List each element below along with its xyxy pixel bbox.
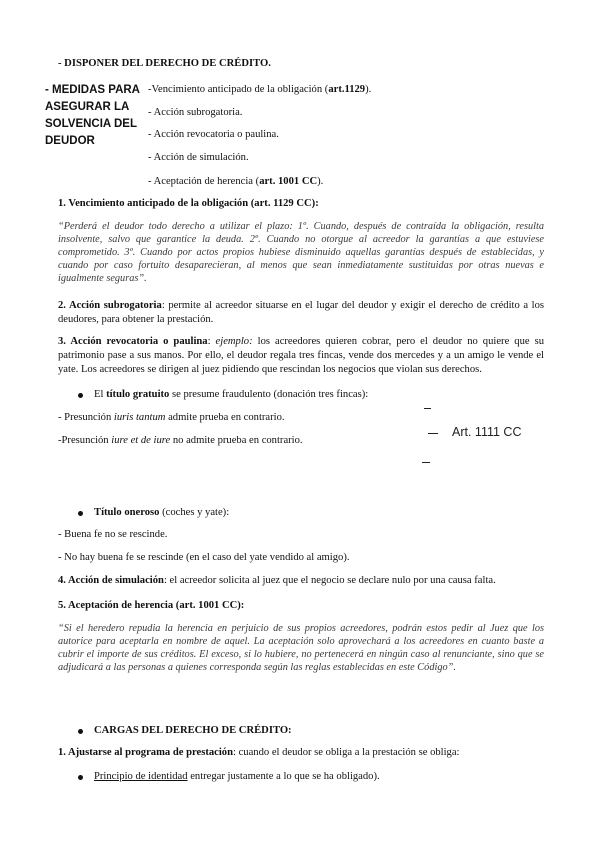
cargas-item-1 (58, 746, 460, 760)
cargas-item-1-body: : cuando el deudor se obliga a la prestación se obliga: (232, 747, 460, 758)
medidas-item: - Acción revocatoria o paulina. (148, 129, 279, 140)
section-3-body: los acreedores quieren cobrar, pero el deudor no quiere que su patrimonio pase a sus manos. Por ello, el deudor regala tres fincas, vende dos mercedes y a un amigo le vende el yate. Los acreedores se dirigen al juez pidiendo que rescindan los negocios que violan sus derechos. (58, 336, 544, 375)
presuncion-iuris-tantum: - Presunción iuris tantum admite prueba en contrario. (58, 412, 285, 423)
section-5-title: 5. Aceptación de herencia (art. 1001 CC): (58, 600, 245, 611)
bullet-icon (78, 729, 83, 734)
bullet-icon (78, 393, 83, 398)
principio-identidad-line: Principio de identidad entregar justamente a lo que se ha obligado). (94, 771, 380, 782)
medidas-label-line: - MEDIDAS PARA (45, 84, 140, 96)
gratuito-line: El título gratuito se presume fraudulento (donación tres fincas): (94, 389, 369, 400)
section-2-title: 2. Acción subrogatoria (58, 300, 162, 311)
brace-mark-middle (428, 433, 438, 434)
medidas-label-line: SOLVENCIA DEL (45, 118, 138, 130)
heading-disponer: - DISPONER DEL DERECHO DE CRÉDITO. (58, 58, 271, 69)
medidas-item: - Aceptación de herencia (art. 1001 CC). (148, 176, 324, 187)
section-3-title: 3. Acción revocatoria o paulina (58, 336, 208, 347)
section-4-body: : el acreedor solicita al juez que el negocio se declare nulo por una causa falta. (163, 575, 496, 586)
bullet-icon (78, 511, 83, 516)
medidas-label-line: DEUDOR (45, 135, 95, 147)
section-1-quote: “Perderá el deudor todo derecho a utilizar el plazo: 1º. Cuando, después de contraída la obligación, resulta insolvente, salvo que garantice la deuda. 2º. Cuando no otorgue al acreedor la garantías a que estuviese comprometido. 3º. Cuando por actos propios hubiese disminuido aquellas garantías después de establecidas, y cuando por caso fortuito desaparecieran, al menos que sean inmediatamente sustituidas por otras nuevas e igualmente seguras”. (58, 221, 544, 284)
medidas-item: -Vencimiento anticipado de la obligación (art.1129). (148, 84, 372, 95)
no-buena-fe-line: - No hay buena fe se rescinde (en el caso del yate vendido al amigo). (58, 552, 350, 563)
cargas-title: CARGAS DEL DERECHO DE CRÉDITO: (94, 725, 292, 736)
medidas-label (45, 82, 140, 150)
section-4-title: 4. Acción de simulación (58, 575, 164, 586)
art-1111-note: Art. 1111 CC (452, 425, 522, 439)
section-3: 3. Acción revocatoria o paulina: ejemplo: los acreedores quieren cobrar, pero el deudor no quiere que su patrimonio pase a sus manos. Por ello, el deudor regala tres fincas, vende dos mercedes y a un amigo le vende el yate. Los acreedores se dirigen al juez pidiendo que rescindan los negocios que violan sus derechos. (58, 336, 544, 375)
bullet-icon (78, 775, 83, 780)
section-5-quote: “Si el heredero repudia la herencia en perjuicio de sus propios acreedores, podrán estos pedir al Juez que los autorice para aceptarla en nombre de aquel. La aceptación solo aprovechará a los acreedores en cuanto baste a cubrir el importe de sus créditos. El exceso, si lo hubiere, no pertenecerá en ningún caso al renunciante, sino que se adjudicará a las personas a quienes corresponda según las reglas establecidas en este Código”. (58, 623, 544, 673)
principio-identidad-label: Principio de identidad (94, 771, 188, 782)
section-4 (58, 574, 496, 588)
medidas-item: - Acción subrogatoria. (148, 107, 243, 118)
brace-mark-top (424, 408, 431, 409)
brace-mark-bottom (422, 462, 430, 463)
section-2-body: : permite al acreedor situarse en el lugar del deudor y exigir el derecho de crédito a los deudores, para obtener la prestación. (58, 300, 545, 325)
medidas-item: - Acción de simulación. (148, 152, 249, 163)
buena-fe-line: - Buena fe no se rescinde. (58, 529, 168, 540)
section-2 (58, 299, 544, 327)
presuncion-iure-et-de-iure: -Presunción iure et de iure no admite prueba en contrario. (58, 435, 303, 446)
cargas-item-1-title: 1. Ajustarse al programa de prestación (58, 747, 233, 758)
section-1-title: 1. Vencimiento anticipado de la obligación (art. 1129 CC): (58, 198, 319, 209)
section-3-ejemplo: ejemplo: (215, 336, 253, 347)
medidas-label-line: ASEGURAR LA (45, 101, 130, 113)
oneroso-line: Título oneroso (coches y yate): (94, 507, 230, 518)
